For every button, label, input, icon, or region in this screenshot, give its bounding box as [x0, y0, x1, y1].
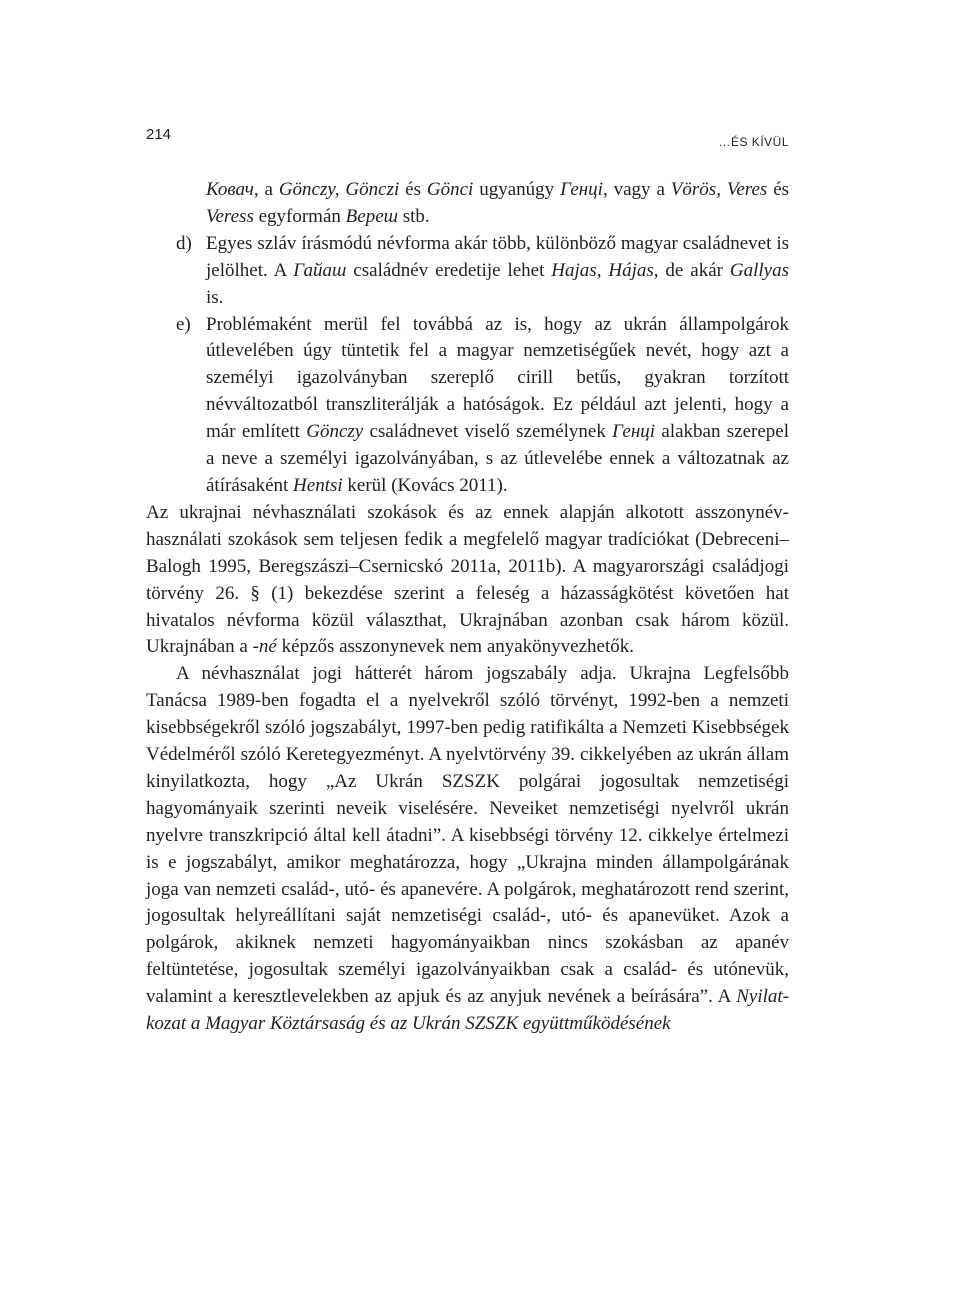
list-item-e: e) Problémaként merül fel továbbá az is, hogy az ukrán állampolgárok útlevelében úgy tüntetik fel a magyar nemzetiségűek nevét, hogy azt a személyi igazolványban szereplő cirill betűs, gyakran torzított névváltozatból transzliterálják a hatóságok. Ez például azt jelenti, hogy a már említett Gönczy családnevet viselő személynek Генці alakban szerepel a neve a személyi igazolványában, s az útlevelébe ennek a változatnak az átírásaként Hentsi kerül (Kovács 2011).: [176, 313, 790, 496]
paragraph-surname-customs: Az ukrajnai névhasználati szokások és az ennek alapján alkotott asszonynév-használati szokások sem teljesen fedik a megfelelő magyar tradíciókat (Debreceni–Balogh 1995, Beregszászi–Csernicskó 2011a, 2011b). A magyarországi családjogi törvény 26. § (1) bekezdése szerint a feleség a házasságkötést követően hat hivatalos névforma közül választhat, Ukrajnában azonban csak három közül. Ukrajnában a -né képzős asszonynevek nem anyakönyvezhetők.: [146, 501, 789, 658]
paragraph-legal-background: A névhasználat jogi hátterét három jogszabály adja. Ukrajna Legfelsőbb Tanácsa 1989-ben fogadta el a nyelvekről szóló törvényt, 1992-ben a nemzeti kisebbségekről szóló jogszabályt, 1997-ben pedig ratifikálta a Nemzeti Kisebbségek Védelméről szóló Keretegyezményt. A nyelvtörvény 39. cikkelyében az ukrán állam kinyilatkozta, hogy „Az Ukrán SZSZK polgárai jogosultak nemzetiségi hagyományaik szerinti neveik viselésére. Neveiket nemzetiségi nyelvről ukrán nyelvre transzkripció által kell átadni”. A kisebbségi törvény 12. cikkelye értelmezi is e jogszabályt, amikor meghatározza, hogy „Ukrajna minden állampolgárának joga van nemzeti család-, utó- és apanevére. A polgárok, meghatározott rend szerint, jogosultak helyreállítani saját nemzetiségi család-, utó- és apanevüket. Azok a polgárok, akiknek nemzeti hagyományaikban nincs szokásban az apanév feltüntetése, jogosultak személyi igazolványaikban csak a család- és utónevük, valamint a keresztlevelekben az apjuk és az anyjuk nevének a beírására”. A Nyilatkozat a Magyar Köztársaság és az Ukrán SZSZK együttműködésének: [146, 663, 789, 1035]
running-head: …ÉS KÍVÜL: [718, 135, 789, 149]
page-number: 214: [146, 126, 172, 143]
list-marker: d): [176, 232, 192, 254]
list-item-d: d) Egyes szláv írásmódú névforma akár több, különböző magyar családnevet is jelölhet. A Гайаш családnév eredetije lehet Hajas, Hájas, de akár Gallyas is.: [176, 232, 790, 308]
paragraph-list-continuation: Ковач, a Gönczy, Gönczi és Gönci ugyanúgy Генці, vagy a Vörös, Veres és Veress egyformán Вереш stb.: [206, 179, 790, 227]
text-body: [146, 177, 789, 1038]
list-marker: e): [176, 313, 191, 335]
